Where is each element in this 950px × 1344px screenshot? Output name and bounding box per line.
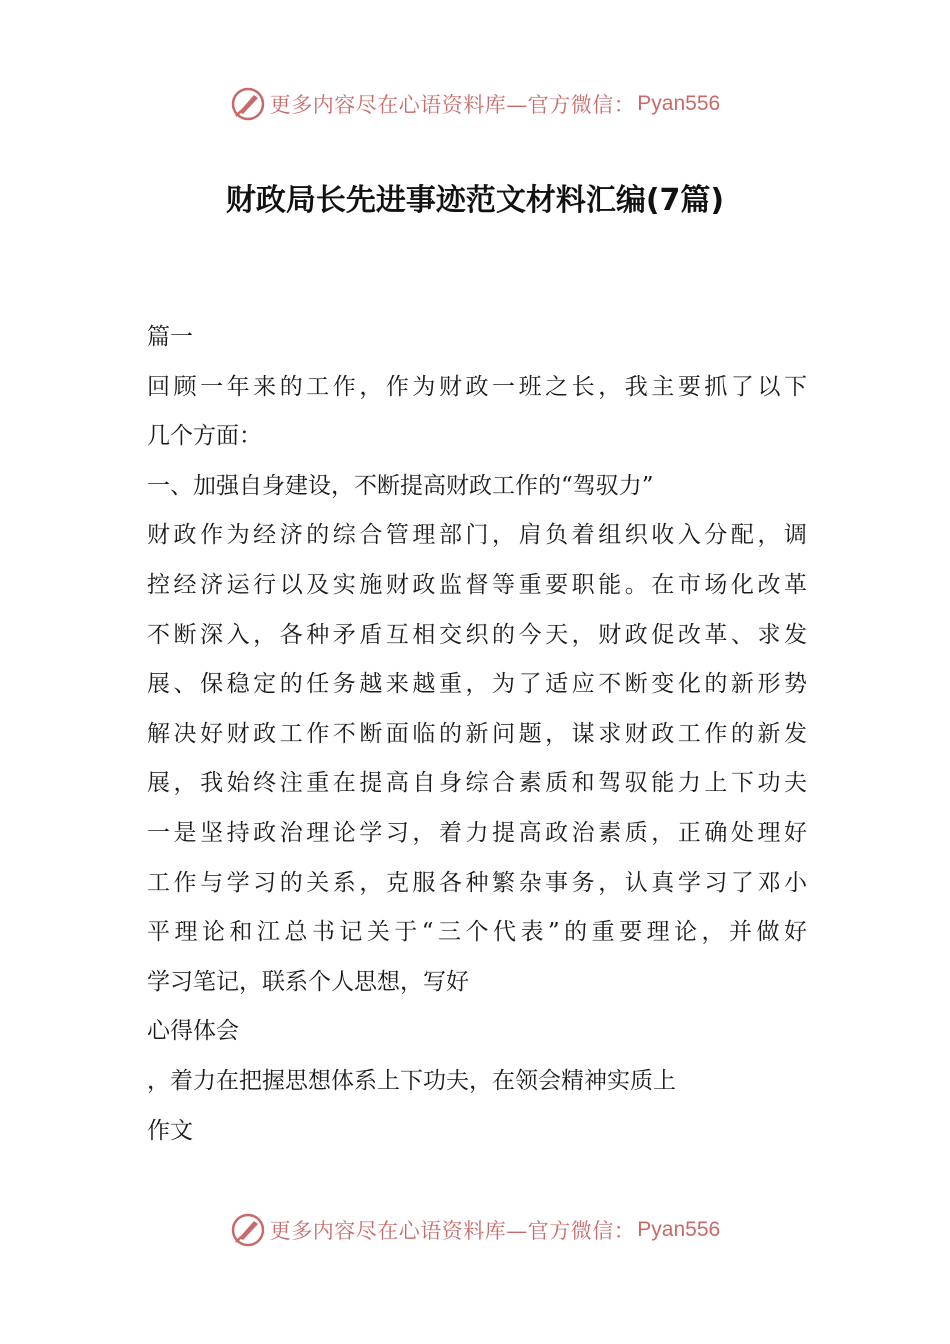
body-line: 财政作为经济的综合管理部门，肩负着组织收入分配，调 [147, 522, 807, 549]
header-banner [0, 84, 950, 124]
body-line: 作文 [147, 1117, 193, 1144]
body-line: 平理论和江总书记关于“三个代表”的重要理论，并做好 [147, 919, 807, 946]
body-line: 展、保稳定的任务越来越重，为了适应不断变化的新形势 [147, 671, 807, 698]
document-body [147, 313, 807, 1156]
body-line: 几个方面： [147, 423, 262, 450]
body-line: 一、加强自身建设，不断提高财政工作的“驾驭力” [147, 472, 654, 499]
body-line: 展，我始终注重在提高自身综合素质和驾驭能力上下功夫 [147, 770, 807, 797]
body-line: 一是坚持政治理论学习，着力提高政治素质，正确处理好 [147, 819, 807, 846]
banner-wechat-id: Pyan556 [637, 92, 721, 115]
quill-logo-icon [230, 1212, 266, 1248]
section-heading: 篇一 [147, 324, 193, 350]
body-line: 不断深入，各种矛盾互相交织的今天，财政促改革、求发 [147, 621, 807, 648]
banner-text: 更多内容尽在心语资料库—官方微信： [269, 1219, 636, 1243]
body-line: ，着力在把握思想体系上下功夫，在领会精神实质上 [147, 1067, 676, 1094]
banner-text: 更多内容尽在心语资料库—官方微信： [269, 93, 636, 117]
quill-logo-icon [230, 86, 266, 122]
footer-banner [0, 1210, 950, 1250]
document-title: 财政局长先进事迹范文材料汇编(7篇) [225, 183, 725, 218]
body-line: 回顾一年来的工作，作为财政一班之长，我主要抓了以下 [147, 373, 807, 400]
body-line: 学习笔记，联系个人思想，写好 [147, 968, 469, 995]
body-line: 控经济运行以及实施财政监督等重要职能。在市场化改革 [147, 571, 807, 598]
body-line: 心得体会 [147, 1018, 239, 1045]
banner-wechat-id: Pyan556 [637, 1218, 721, 1241]
body-line: 工作与学习的关系，克服各种繁杂事务，认真学习了邓小 [147, 869, 807, 896]
body-line: 解决好财政工作不断面临的新问题，谋求财政工作的新发 [147, 720, 807, 747]
